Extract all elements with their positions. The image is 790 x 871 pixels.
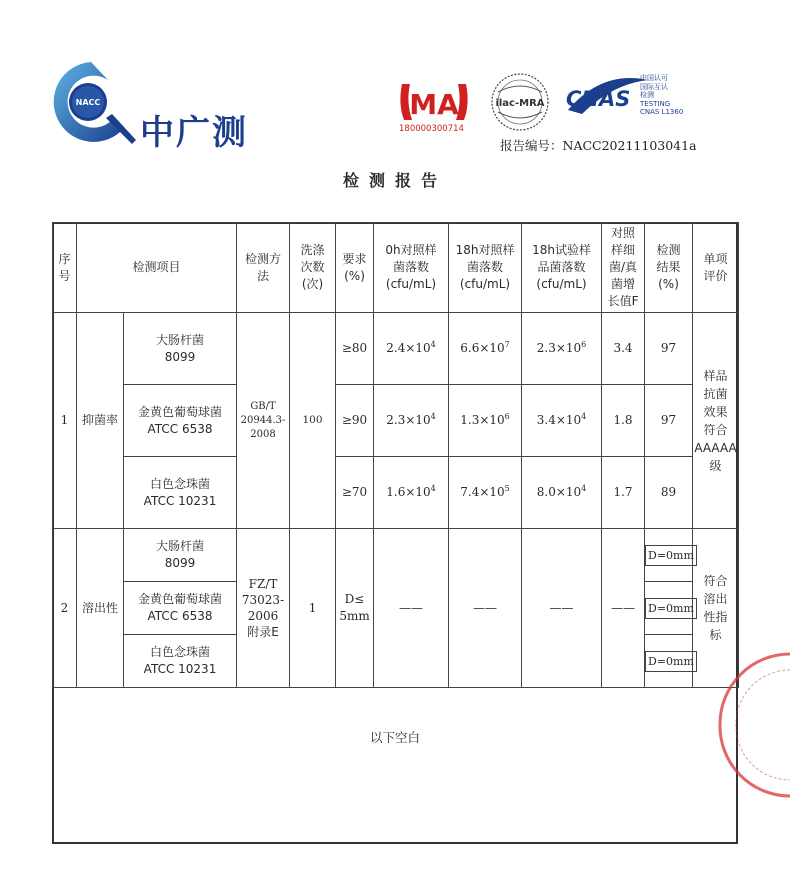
col-t18h-header: 18h试验样 品菌落数 (cfu/mL) (522, 223, 602, 313)
table-row (53, 385, 739, 457)
group1-eval: 样品 抗菌 效果 符合 AAAAA 级 (693, 313, 739, 529)
c0h-cell: $1.6\times 10^4$ (374, 457, 449, 529)
group2-c18h: —— (449, 529, 522, 688)
growth-cell: 1.8 (602, 385, 645, 457)
ma-text: MA (409, 88, 459, 121)
blank-note: 以下空白 (369, 730, 420, 745)
table-row (53, 313, 739, 385)
page-title: 检测报告 (342, 171, 447, 190)
c0h-cell: $2.3\times 10^4$ (374, 385, 449, 457)
group1-wash: 100 (290, 313, 336, 529)
bacterium-cell: 白色念珠菌 ATCC 10231 (124, 457, 237, 529)
group2-wash: 1 (290, 529, 336, 688)
cnas-mark-icon (562, 70, 652, 120)
col-no-header: 序 号 (53, 223, 77, 313)
result-cell: 97 (645, 313, 693, 385)
col-growth-header: 对照 样细 菌/真 菌增 长值F (602, 223, 645, 313)
col-c18h-header: 18h对照样 菌落数 (cfu/mL) (449, 223, 522, 313)
c18h-cell: $1.3\times 10^6$ (449, 385, 522, 457)
col-result-header: 检测 结果 (%) (645, 223, 693, 313)
company-logo-text: 中广测 (140, 113, 248, 153)
result-cell: D=0mm (645, 529, 693, 582)
cnas-text: CNAS (566, 87, 631, 111)
ilac-mra-mark-icon (484, 70, 556, 134)
ilac-text: ilac-MRA (495, 98, 545, 109)
report-number-value: NACC20211103041a (562, 138, 697, 153)
report-number (500, 136, 697, 154)
growth-cell: 1.7 (602, 457, 645, 529)
group1-method: GB/T 20944.3- 2008 (237, 313, 290, 529)
result-cell: D=0mm (645, 635, 693, 688)
result-cell: D=0mm (645, 582, 693, 635)
result-cell: 89 (645, 457, 693, 529)
col-method-header: 检测方 法 (237, 223, 290, 313)
col-req-header: 要求 (%) (336, 223, 374, 313)
report-number-label: 报告编号： (500, 138, 563, 153)
table-row (53, 529, 739, 582)
logo-badge-text: NACC (75, 98, 101, 107)
t18h-cell: $8.0\times 10^4$ (522, 457, 602, 529)
bacterium-cell: 金黄色葡萄球菌 ATCC 6538 (124, 582, 237, 635)
group1-no: 1 (53, 313, 77, 529)
req-cell: ≥90 (336, 385, 374, 457)
official-seal-icon (700, 650, 790, 800)
group1-name: 抑菌率 (77, 313, 124, 529)
group2-growth: —— (602, 529, 645, 688)
bacterium-cell: 金黄色葡萄球菌 ATCC 6538 (124, 385, 237, 457)
results-table (52, 222, 739, 688)
header-row (53, 223, 739, 313)
bacterium-cell: 白色念珠菌 ATCC 10231 (124, 635, 237, 688)
col-wash-header: 洗涤 次数 (次) (290, 223, 336, 313)
req-cell: ≥70 (336, 457, 374, 529)
table-row (53, 457, 739, 529)
nacc-logo-icon (36, 58, 146, 148)
growth-cell: 3.4 (602, 313, 645, 385)
c18h-cell: $6.6\times 10^7$ (449, 313, 522, 385)
t18h-cell: $2.3\times 10^6$ (522, 313, 602, 385)
group2-t18h: —— (522, 529, 602, 688)
report-header (0, 0, 790, 190)
group2-req: D≤ 5mm (336, 529, 374, 688)
cnas-side-text: 中国认可 国际互认 检测 TESTING CNAS L1360 (640, 74, 684, 116)
col-eval-header: 单项 评价 (693, 223, 739, 313)
req-cell: ≥80 (336, 313, 374, 385)
t18h-cell: $3.4\times 10^4$ (522, 385, 602, 457)
group2-eval: 符合 溶出 性指 标 (693, 529, 739, 688)
c0h-cell: $2.4\times 10^4$ (374, 313, 449, 385)
col-c0h-header: 0h对照样 菌落数 (cfu/mL) (374, 223, 449, 313)
group2-method: FZ/T 73023- 2006 附录E (237, 529, 290, 688)
group2-name: 溶出性 (77, 529, 124, 688)
group2-c0h: —— (374, 529, 449, 688)
c18h-cell: $7.4\times 10^5$ (449, 457, 522, 529)
group2-no: 2 (53, 529, 77, 688)
col-item-header: 检测项目 (77, 223, 237, 313)
result-cell: 97 (645, 385, 693, 457)
bacterium-cell: 大肠杆菌 8099 (124, 529, 237, 582)
ma-code: 180000300714 (399, 124, 464, 134)
bacterium-cell: 大肠杆菌 8099 (124, 313, 237, 385)
